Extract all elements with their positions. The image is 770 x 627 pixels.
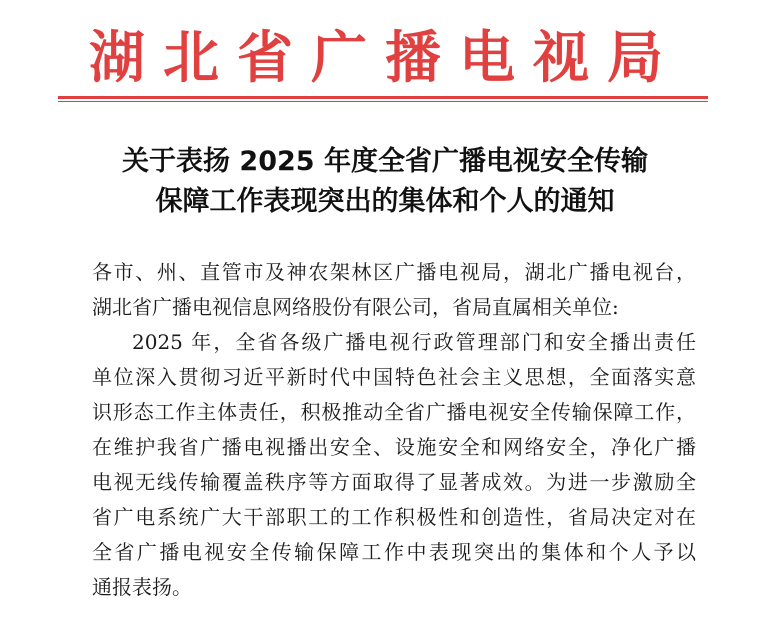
paragraph-line: 通报表扬。 <box>92 575 192 599</box>
paragraph-line: 识形态工作主体责任，积极推动全省广播电视安全传输保障工作， <box>92 400 696 424</box>
document-body <box>92 255 696 605</box>
letterhead-divider-thin <box>58 101 708 102</box>
paragraph-line: 2025 年，全省各级广播电视行政管理部门和安全播出责任 <box>132 330 696 354</box>
paragraph-line: 省广电系统广大干部职工的工作积极性和创造性，省局决定对在 <box>92 505 696 529</box>
paragraph-line: 电视无线传输覆盖秩序等方面取得了显著成效。为进一步激励全 <box>92 470 696 494</box>
letterhead-divider-thick <box>58 96 708 99</box>
addressee-line-2: 湖北省广播电视信息网络股份有限公司，省局直属相关单位: <box>92 295 619 319</box>
document-title-line-2: 保障工作表现突出的集体和个人的通知 <box>155 186 615 217</box>
paragraph-line: 全省广播电视安全传输保障工作中表现突出的集体和个人予以 <box>92 540 696 564</box>
addressee-line-1: 各市、州、直管市及神农架林区广播电视局，湖北广播电视台， <box>92 260 696 284</box>
paragraph-line: 在维护我省广播电视播出安全、设施安全和网络安全，净化广播 <box>92 435 696 459</box>
document-title-line-1: 关于表扬 2025 年度全省广播电视安全传输 <box>122 146 648 177</box>
paragraph-line: 单位深入贯彻习近平新时代中国特色社会主义思想，全面落实意 <box>92 365 696 389</box>
letterhead-org-name: 湖北省广播电视局 <box>89 25 681 91</box>
document-title <box>60 142 710 222</box>
